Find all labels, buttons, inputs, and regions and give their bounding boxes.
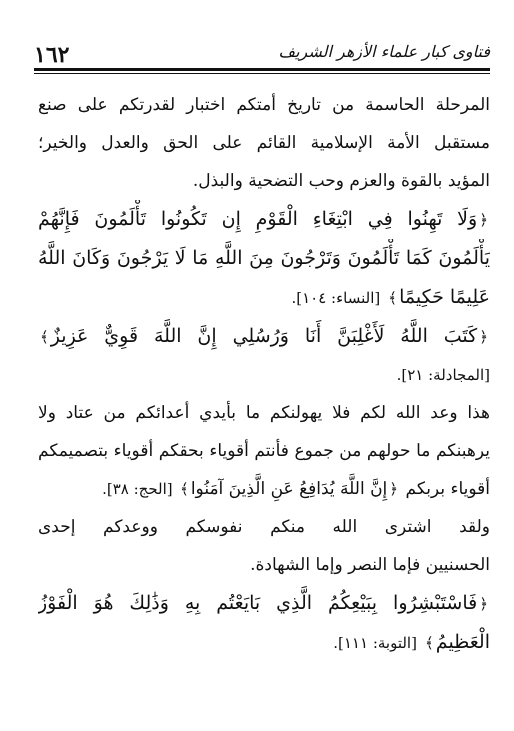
running-title: فتاوى كبار علماء الأزهر الشريف [278, 42, 490, 61]
verse-close-bracket: ﴾ [180, 480, 189, 498]
quran-verse-line [38, 278, 490, 317]
verse-close-bracket: ﴾ [425, 634, 434, 652]
text-line: هذا وعد الله لكم فلا يهولنكم ما بأيدي أعدائكم من عتاد ولا [38, 403, 490, 423]
quran-verse-line [38, 200, 490, 239]
verse-citation: [التوبة: ١١١]. [333, 634, 417, 652]
header-rule-thin [34, 73, 490, 74]
text-segment: أقوياء بربكم [405, 479, 490, 499]
verse-text: يَأْلَمُونَ كَمَا تَأْلَمُونَ وَتَرْجُونَ مِنَ اللَّهِ مَا لَا يَرْجُونَ وَكَانَ اللَّهُ [38, 247, 490, 269]
quran-verse-line [38, 317, 490, 356]
verse-citation-text: [المجادلة: ٢١]. [396, 366, 490, 384]
verse-text: عَلِيمًا حَكِيمًا [399, 286, 490, 308]
verse-text: فَاسْتَبْشِرُوا بِبَيْعِكُمُ الَّذِي بَايَعْتُم بِهِ وَذَٰلِكَ هُوَ الْفَوْزُ [38, 592, 478, 614]
verse-open-bracket: ﴿ [479, 595, 488, 613]
verse-close-bracket: ﴾ [40, 328, 49, 346]
text-line: مستقبل الأمة الإسلامية القائم على الحق والعدل والخير؛ [38, 133, 490, 153]
text-line: المؤيد بالقوة والعزم وحب التضحية والبذل. [192, 171, 490, 191]
quran-verse-line [38, 584, 490, 623]
verse-citation [38, 356, 490, 394]
page-body [38, 86, 490, 662]
verse-citation: [النساء: ١٠٤]. [291, 289, 381, 307]
verse-text: وَلَا تَهِنُوا فِي ابْتِغَاءِ الْقَوْمِ إِن تَكُونُوا تَأْلَمُونَ فَإِنَّهُمْ [38, 208, 478, 230]
page-number: ١٦٢ [34, 42, 70, 68]
quran-verse-line [38, 623, 490, 662]
verse-open-bracket: ﴿ [479, 211, 488, 229]
text-line: ولقد اشترى الله منكم نفوسكم ووعدكم إحدى [38, 517, 490, 537]
header-rule-thick [34, 68, 490, 71]
text-line [38, 470, 490, 508]
verse-open-bracket: ﴿ [479, 328, 488, 346]
text-line: المرحلة الحاسمة من تاريخ أمتكم اختبار لقدرتكم على صنع [38, 95, 490, 115]
quran-verse-line [38, 239, 490, 278]
text-line: الحسنيين فإما النصر وإما الشهادة. [250, 555, 490, 575]
verse-citation: [الحج: ٣٨]. [102, 480, 173, 498]
verse-text: كَتَبَ اللَّهُ لَأَغْلِبَنَّ أَنَا وَرُسُلِي إِنَّ اللَّهَ قَوِيٌّ عَزِيزٌ [50, 325, 478, 347]
page-header [34, 40, 490, 78]
verse-text: الْعَظِيمُ [435, 631, 490, 653]
verse-close-bracket: ﴾ [388, 289, 398, 307]
text-line: يرهبنكم ما حولهم من جموع فأنتم أقوياء بحقكم أقوياء بتصميمكم [38, 441, 490, 461]
verse-open-bracket: ﴿ [389, 480, 399, 498]
verse-text: إِنَّ اللَّهَ يُدَافِعُ عَنِ الَّذِينَ آمَنُوا [190, 479, 388, 499]
